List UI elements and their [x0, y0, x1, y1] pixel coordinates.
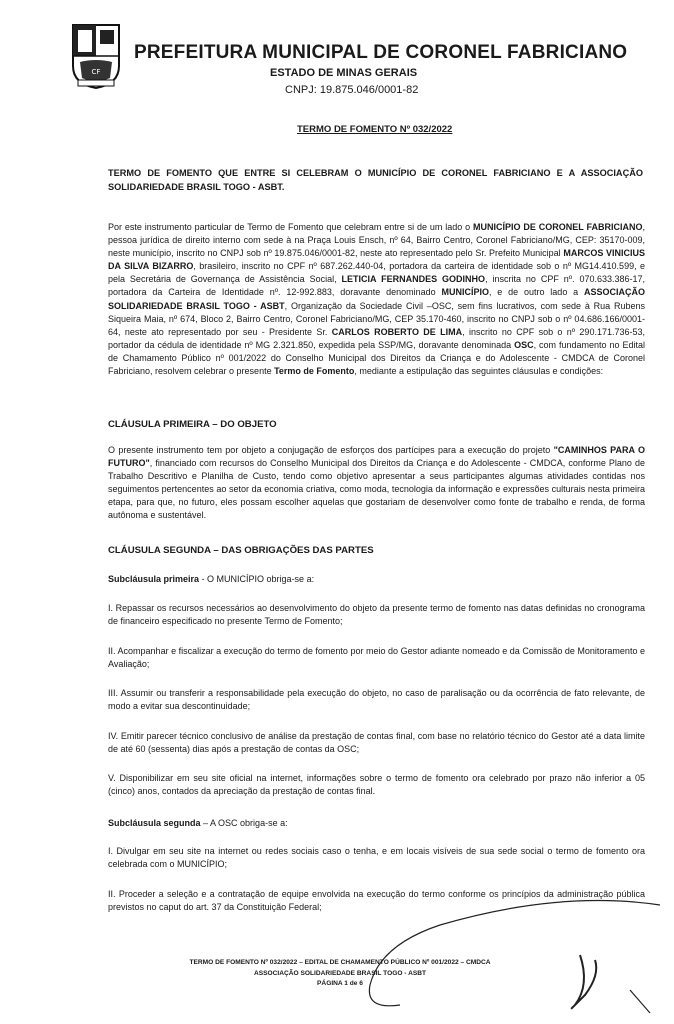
document-title: TERMO DE FOMENTO Nº 032/2022: [297, 124, 453, 135]
svg-text:CF: CF: [91, 68, 101, 76]
list-item: I. Divulgar em seu site na internet ou redes sociais caso o tenha, e em locais visíveis de sua sede social o termo de fomento ora celebrada com o MUNICÍPIO;: [108, 846, 645, 870]
footer-page-number: PÁGINA 1 de 6: [317, 980, 363, 987]
document-subtitle: TERMO DE FOMENTO QUE ENTRE SI CELEBRAM O MUNICÍPIO DE CORONEL FABRICIANO E A ASSOCIAÇÃO SOLIDARIEDADE BRASIL TOGO - ASBT.: [108, 168, 643, 192]
list-item: I. Repassar os recursos necessários ao desenvolvimento do objeto da presente termo de fomento nas datas definidas no cronograma de financeiro especificado no presente Termo de Fomento;: [108, 603, 645, 627]
list-item: III. Assumir ou transferir a responsabilidade pela execução do objeto, no caso de paralisação ou da ocorrência de fato relevante, de modo a evitar sua descontinuidade;: [108, 688, 645, 712]
clause-1-paragraph: O presente instrumento tem por objeto a conjugação de esforços dos partícipes para a execução do projeto "CAMINHOS PARA O FUTURO", financiado com recursos do Conselho Municipal dos Direitos da Criança e do Adolescente - CMDCA, conforme Plano de Trabalho Descritivo e Planilha de Custo, tendo como objetivo apresentar a seus participantes algumas atividades contidas nos seguimentos pertencentes ao setor da economia criativa, como moda, tecnologia da informação e expressões culturais nesta primeira etapa, para que, no futuro, eles possam escolher aquelas que gostariam de desenvolver como fonte de trabalho e renda, de forma autônoma e sustentável.: [108, 445, 645, 521]
subclause-2-heading: Subcláusula segunda – A OSC obriga-se a:: [108, 818, 288, 828]
signature-drawing: [360, 885, 660, 1020]
clause-1-heading: CLÁUSULA PRIMEIRA – DO OBJETO: [108, 419, 277, 430]
preamble-paragraph: Por este instrumento particular de Termo de Fomento que celebram entre si de um lado o MUNICÍPIO DE CORONEL FABRICIANO, pessoa jurídica de direito interno com sede à na Praça Louis Ensch, nº 64, Bairro Centro, Coronel Fabriciano/MG, CEP: 35170-009, neste município, inscrito no CNPJ sob nº 19.875.046/0001-82, neste ato representado pelo Sr. Prefeito Municipal MARCOS VINICIUS DA SILVA BIZARRO, brasileiro, inscrito no CPF nº 687.262.440-04, portadora da carteira de identidade sob o nº MG14.410.599, e pela Secretária de Governança de Assistência Social, LETICIA FERNANDES GODINHO, inscrita no CPF nº. 070.633.386-17, portadora da Carteira de Identidade nº. 12-992.883, doravante denominado MUNICÍPIO, e de outro lado a ASSOCIAÇÃO SOLIDARIEDADE BRASIL TOGO - ASBT, Organização da Sociedade Civil –OSC, sem fins lucrativos, com sede à Rua Rubens Siqueira Maia, nº 674, Bloco 2, Bairro Centro, Coronel Fabriciano/MG, CEP 35.170-460, inscrito no CNPJ sob o nº 04.686.166/0001-64, neste ato representado por seu - Presidente Sr. CARLOS ROBERTO DE LIMA, inscrito no CPF sob o nº 290.171.736-53, portador da cédula de identidade nº MG 2.321.850, expedida pela SSP/MG, doravante denominada OSC, com fundamento no Edital de Chamamento Público nº 001/2022 do Conselho Municipal dos Direitos da Criança e do Adolescente - CMDCA de Coronel Fabriciano, resolvem celebrar o presente Termo de Fomento, mediante a estipulação das seguintes cláusulas e condições:: [108, 222, 646, 377]
header-state: ESTADO DE MINAS GERAIS: [270, 67, 418, 79]
clause-2-heading: CLÁUSULA SEGUNDA – DAS OBRIGAÇÕES DAS PARTES: [108, 545, 374, 556]
municipal-crest-logo: [70, 22, 122, 90]
list-item: IV. Emitir parecer técnico conclusivo de análise da prestação de contas final, com base no relatório técnico do Gestor até a data limite de até 60 (sessenta) dias após a prestação de contas da OSC;: [108, 731, 645, 755]
header-title: PREFEITURA MUNICIPAL DE CORONEL FABRICIANO: [134, 42, 628, 63]
list-item: II. Proceder a seleção e a contratação de equipe envolvida na execução do termo conforme os princípios da administração pública previstos no caput do art. 37 da Constituição Federal;: [108, 889, 645, 913]
footer-line-2: ASSOCIAÇÃO SOLIDARIEDADE BRASIL TOGO - ASBT: [253, 969, 427, 977]
footer-line-1: TERMO DE FOMENTO Nº 032/2022 – EDITAL DE CHAMAMENTO PÚBLICO Nº 001/2022 – CMDCA: [189, 959, 491, 966]
page-footer: [150, 958, 530, 990]
subclause-1-heading: Subcláusula primeira - O MUNICÍPIO obriga-se a:: [108, 574, 315, 584]
header-cnpj: CNPJ: 19.875.046/0001-82: [285, 84, 419, 96]
list-item: V. Disponibilizar em seu site oficial na internet, informações sobre o termo de fomento ora celebrado por prazo não inferior a 05 (cinco) anos, contados da apreciação da prestação de contas final.: [108, 773, 645, 797]
list-item: II. Acompanhar e fiscalizar a execução do termo de fomento por meio do Gestor adiante nomeado e da Comissão de Monitoramento e Avaliação;: [108, 646, 645, 670]
